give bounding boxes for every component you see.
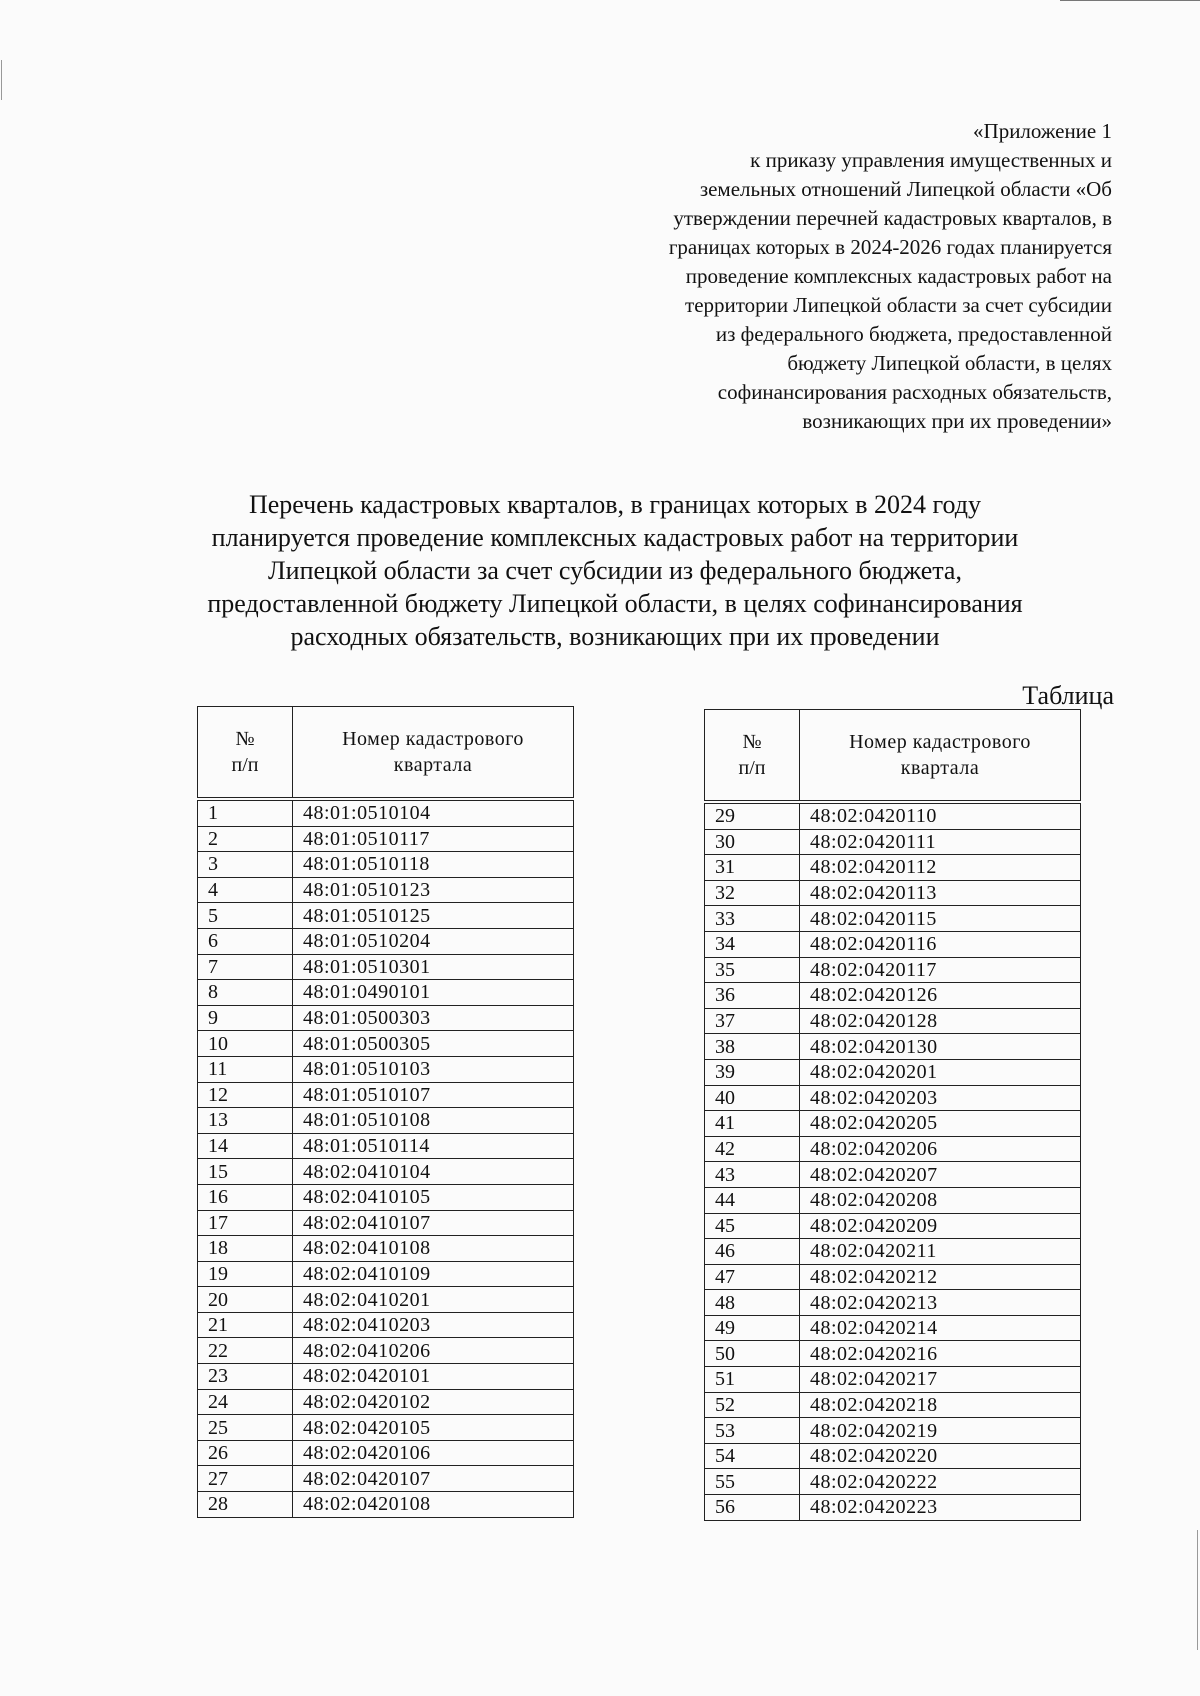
cadastral-number: 48:02:0410105 [293,1184,574,1210]
cadastral-number: 48:02:0410108 [293,1236,574,1262]
row-number: 10 [198,1031,293,1057]
header-number [198,707,293,798]
cadastral-number: 48:01:0510108 [293,1108,574,1134]
row-number: 41 [705,1111,800,1137]
cadastral-number: 48:02:0420219 [800,1418,1081,1444]
cadastral-number: 48:02:0420116 [800,931,1081,957]
row-number: 18 [198,1236,293,1262]
header-cadastral-line2: квартала [393,754,473,776]
table-row [705,1034,1081,1060]
cadastral-number: 48:02:0420203 [800,1085,1081,1111]
table-row [705,957,1081,983]
table-row [198,980,574,1006]
table-row [198,1184,574,1210]
appendix-line: проведение комплексных кадастровых работ на [685,264,1112,288]
cadastral-number: 48:02:0410104 [293,1159,574,1185]
table-row [705,931,1081,957]
scan-edge-left [1,60,2,100]
row-number: 26 [198,1440,293,1466]
row-number: 40 [705,1085,800,1111]
cadastral-number: 48:02:0420211 [800,1239,1081,1265]
table-row [198,877,574,903]
table-row [705,1290,1081,1316]
row-number: 44 [705,1187,800,1213]
table-row [705,1008,1081,1034]
scan-edge-top [1060,0,1200,1]
cadastral-number: 48:02:0420106 [293,1440,574,1466]
row-number: 32 [705,880,800,906]
row-number: 34 [705,931,800,957]
cadastral-number: 48:02:0420217 [800,1367,1081,1393]
table-row [198,1261,574,1287]
row-number: 1 [198,801,293,827]
row-number: 17 [198,1210,293,1236]
cadastral-number: 48:01:0510117 [293,826,574,852]
cadastral-number: 48:02:0420112 [800,855,1081,881]
header-cadastral-line2: квартала [900,757,980,779]
appendix-line: земельных отношений Липецкой области «Об [699,177,1112,201]
row-number: 48 [705,1290,800,1316]
table-row [705,804,1081,830]
row-number: 53 [705,1418,800,1444]
cadastral-number: 48:02:0420128 [800,1008,1081,1034]
table-header-row [198,707,574,798]
table-row [705,1111,1081,1137]
cadastral-number: 48:01:0490101 [293,980,574,1006]
table-body-right [705,804,1081,1521]
cadastral-number: 48:02:0420222 [800,1469,1081,1495]
row-number: 11 [198,1056,293,1082]
row-number: 20 [198,1287,293,1313]
appendix-line: софинансирования расходных обязательств, [717,380,1112,404]
row-number: 16 [198,1184,293,1210]
row-number: 23 [198,1364,293,1390]
table-row [198,1056,574,1082]
row-number: 56 [705,1495,800,1521]
cadastral-number: 48:02:0420105 [293,1415,574,1441]
header-number-pp: п/п [738,757,766,779]
cadastral-number: 48:02:0420111 [800,829,1081,855]
title-line: Перечень кадастровых кварталов, в границах которых в 2024 году [248,490,982,519]
cadastral-number: 48:02:0420207 [800,1162,1081,1188]
table-row [705,906,1081,932]
appendix-line: возникающих при их проведении» [802,409,1112,433]
table-body-left [198,801,574,1518]
row-number: 27 [198,1466,293,1492]
row-number: 51 [705,1367,800,1393]
row-number: 14 [198,1133,293,1159]
cadastral-table-right [704,709,1081,1521]
title-line: расходных обязательств, возникающих при их проведении [290,622,940,651]
title-line: Липецкой области за счет субсидии из федерального бюджета, [268,556,962,585]
table-row [705,829,1081,855]
row-number: 3 [198,852,293,878]
row-number: 29 [705,804,800,830]
header-cadastral [800,710,1081,801]
appendix-line: территории Липецкой области за счет субсидии [685,293,1112,317]
table-row [198,1287,574,1313]
header-number [705,710,800,801]
table-row [198,1492,574,1518]
table-row [198,1415,574,1441]
table-row [705,1367,1081,1393]
cadastral-number: 48:02:0420110 [800,804,1081,830]
cadastral-number: 48:02:0420113 [800,880,1081,906]
row-number: 54 [705,1443,800,1469]
row-number: 22 [198,1338,293,1364]
row-number: 35 [705,957,800,983]
cadastral-number: 48:02:0420209 [800,1213,1081,1239]
row-number: 21 [198,1312,293,1338]
table-row [705,1392,1081,1418]
cadastral-number: 48:02:0420220 [800,1443,1081,1469]
table-row [198,1082,574,1108]
table-row [198,1108,574,1134]
table-row [198,928,574,954]
table-row [705,1495,1081,1521]
cadastral-number: 48:01:0510114 [293,1133,574,1159]
table-row [705,1315,1081,1341]
table-row [198,1031,574,1057]
row-number: 45 [705,1213,800,1239]
table-row [198,801,574,827]
appendix-line: «Приложение 1 [973,119,1112,143]
row-number: 55 [705,1469,800,1495]
header-cadastral [293,707,574,798]
cadastral-number: 48:02:0420214 [800,1315,1081,1341]
cadastral-number: 48:02:0420115 [800,906,1081,932]
table-row [198,1338,574,1364]
cadastral-number: 48:01:0510107 [293,1082,574,1108]
cadastral-number: 48:02:0410203 [293,1312,574,1338]
cadastral-number: 48:01:0510125 [293,903,574,929]
cadastral-number: 48:02:0420223 [800,1495,1081,1521]
cadastral-number: 48:02:0410109 [293,1261,574,1287]
table-row [198,826,574,852]
row-number: 52 [705,1392,800,1418]
row-number: 7 [198,954,293,980]
cadastral-number: 48:02:0420201 [800,1059,1081,1085]
row-number: 24 [198,1389,293,1415]
row-number: 38 [705,1034,800,1060]
cadastral-number: 48:02:0420206 [800,1136,1081,1162]
cadastral-number: 48:02:0420126 [800,983,1081,1009]
table-row [705,1264,1081,1290]
cadastral-number: 48:01:0510301 [293,954,574,980]
table-row [198,1005,574,1031]
cadastral-number: 48:02:0420212 [800,1264,1081,1290]
table-row [198,1312,574,1338]
row-number: 46 [705,1239,800,1265]
document-title [150,488,1080,653]
row-number: 31 [705,855,800,881]
cadastral-number: 48:02:0420205 [800,1111,1081,1137]
header-number-sign: № [235,728,255,750]
row-number: 50 [705,1341,800,1367]
table-row [198,1133,574,1159]
cadastral-number: 48:02:0420101 [293,1364,574,1390]
appendix-line: бюджету Липецкой области, в целях [787,351,1112,375]
table-row [198,1466,574,1492]
row-number: 4 [198,877,293,903]
row-number: 30 [705,829,800,855]
table-row [198,852,574,878]
appendix-line: утверждении перечней кадастровых кварталов, в [673,206,1112,230]
cadastral-number: 48:01:0510104 [293,801,574,827]
header-cadastral-line1: Номер кадастрового [849,731,1031,753]
scan-edge-right [1197,1530,1198,1650]
row-number: 15 [198,1159,293,1185]
table-row [198,1389,574,1415]
cadastral-number: 48:02:0420208 [800,1187,1081,1213]
appendix-line: границах которых в 2024-2026 годах планируется [668,235,1112,259]
table-row [198,1440,574,1466]
row-number: 12 [198,1082,293,1108]
row-number: 13 [198,1108,293,1134]
cadastral-number: 48:01:0510118 [293,852,574,878]
cadastral-number: 48:01:0510103 [293,1056,574,1082]
title-line: планируется проведение комплексных кадастровых работ на территории [211,523,1019,552]
row-number: 28 [198,1492,293,1518]
table-row [198,1364,574,1390]
table-row [705,983,1081,1009]
row-number: 33 [705,906,800,932]
cadastral-table-left [197,706,574,1518]
row-number: 36 [705,983,800,1009]
table-row [198,1159,574,1185]
table-row [705,1443,1081,1469]
table-row [705,1162,1081,1188]
table-row [198,954,574,980]
table-row [705,1239,1081,1265]
cadastral-number: 48:02:0420107 [293,1466,574,1492]
cadastral-number: 48:01:0510204 [293,928,574,954]
appendix-line: к приказу управления имущественных и [750,148,1112,172]
table-row [705,1059,1081,1085]
table-row [705,1341,1081,1367]
cadastral-number: 48:02:0410107 [293,1210,574,1236]
table-row [705,1213,1081,1239]
row-number: 37 [705,1008,800,1034]
cadastral-number: 48:01:0500305 [293,1031,574,1057]
cadastral-number: 48:02:0420130 [800,1034,1081,1060]
row-number: 42 [705,1136,800,1162]
row-number: 49 [705,1315,800,1341]
row-number: 43 [705,1162,800,1188]
header-number-sign: № [742,731,762,753]
table-header-row [705,710,1081,801]
cadastral-number: 48:02:0420218 [800,1392,1081,1418]
table-row [705,1418,1081,1444]
cadastral-number: 48:02:0420108 [293,1492,574,1518]
row-number: 39 [705,1059,800,1085]
table-row [705,1187,1081,1213]
row-number: 6 [198,928,293,954]
table-label: Таблица [1022,681,1114,710]
row-number: 2 [198,826,293,852]
cadastral-number: 48:02:0420117 [800,957,1081,983]
appendix-line: из федерального бюджета, предоставленной [715,322,1112,346]
header-number-pp: п/п [231,754,259,776]
table-row [705,880,1081,906]
table-row [705,1469,1081,1495]
cadastral-number: 48:02:0420213 [800,1290,1081,1316]
table-row [198,1236,574,1262]
row-number: 19 [198,1261,293,1287]
row-number: 47 [705,1264,800,1290]
cadastral-number: 48:01:0510123 [293,877,574,903]
row-number: 9 [198,1005,293,1031]
row-number: 5 [198,903,293,929]
table-row [198,1210,574,1236]
table-row [198,903,574,929]
table-row [705,1136,1081,1162]
table-row [705,855,1081,881]
cadastral-number: 48:02:0420216 [800,1341,1081,1367]
cadastral-number: 48:01:0500303 [293,1005,574,1031]
header-cadastral-line1: Номер кадастрового [342,728,524,750]
cadastral-number: 48:02:0420102 [293,1389,574,1415]
table-row [705,1085,1081,1111]
row-number: 25 [198,1415,293,1441]
title-line: предоставленной бюджету Липецкой области, в целях софинансирования [207,589,1023,618]
appendix-header [552,117,1112,436]
cadastral-number: 48:02:0410201 [293,1287,574,1313]
row-number: 8 [198,980,293,1006]
cadastral-number: 48:02:0410206 [293,1338,574,1364]
